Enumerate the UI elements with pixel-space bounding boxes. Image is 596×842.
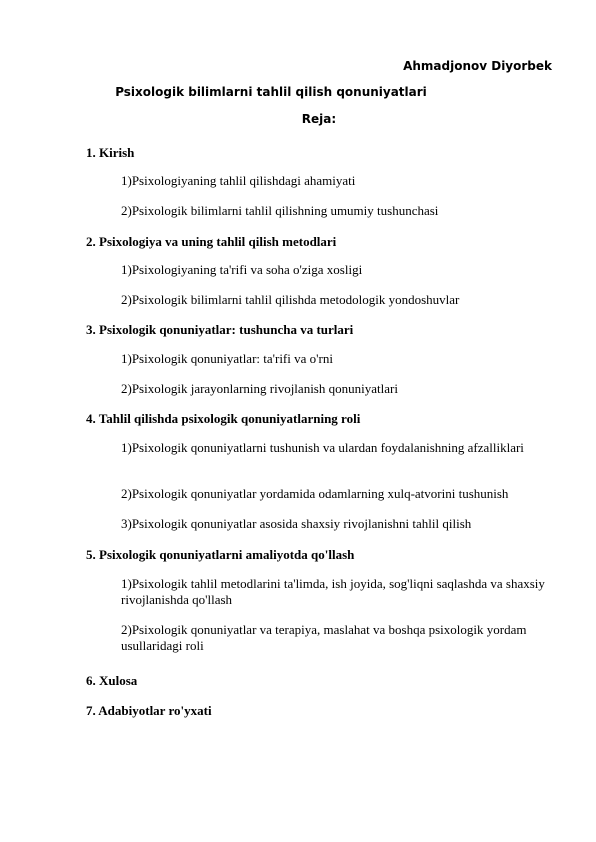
section-4-item-3: 3)Psixologik qonuniyatlar asosida shaxsiy rivojlanishni tahlil qilish: [121, 516, 472, 531]
section-5-item-2: 2)Psixologik qonuniyatlar va terapiya, maslahat va boshqa psixologik yordam usullaridagi roli: [121, 622, 527, 653]
section-heading-5: 5. Psixologik qonuniyatlarni amaliyotda qo'llash: [86, 547, 355, 562]
plan-label-text: Reja:: [301, 112, 337, 126]
section-1-item-1: 1)Psixologiyaning tahlil qilishdagi ahamiyati: [121, 173, 356, 188]
author-name: Ahmadjonov Diyorbek: [403, 59, 552, 73]
section-heading-3: 3. Psixologik qonuniyatlar: tushuncha va turlari: [86, 322, 354, 337]
section-heading-1: 1. Kirish: [86, 145, 135, 160]
section-4-item-2: 2)Psixologik qonuniyatlar yordamida odamlarning xulq-atvorini tushunish: [121, 486, 509, 501]
section-heading-4: 4. Tahlil qilishda psixologik qonuniyatlarning roli: [86, 411, 361, 426]
document-title-text: Psixologik bilimlarni tahlil qilish qonuniyatlari: [115, 85, 427, 99]
section-2-item-2: 2)Psixologik bilimlarni tahlil qilishda metodologik yondoshuvlar: [121, 292, 460, 307]
section-3-item-1: 1)Psixologik qonuniyatlar: ta'rifi va o'rni: [121, 351, 333, 366]
plan-label: [0, 111, 596, 127]
section-1-item-2: 2)Psixologik bilimlarni tahlil qilishning umumiy tushunchasi: [121, 203, 439, 218]
section-heading-7: 7. Adabiyotlar ro'yxati: [86, 703, 212, 718]
document-title: [0, 84, 596, 100]
section-2-item-1: 1)Psixologiyaning ta'rifi va soha o'ziga xosligi: [121, 262, 363, 277]
section-5-item-1: 1)Psixologik tahlil metodlarini ta'limda, ish joyida, sog'liqni saqlashda va shaxsiy rivojlanishda qo'llash: [121, 576, 545, 607]
section-4-item-1: 1)Psixologik qonuniyatlarni tushunish va ulardan foydalanishning afzalliklari: [121, 440, 524, 455]
section-heading-2: 2. Psixologiya va uning tahlil qilish metodlari: [86, 234, 337, 249]
section-3-item-2: 2)Psixologik jarayonlarning rivojlanish qonuniyatlari: [121, 381, 398, 396]
section-heading-6: 6. Xulosa: [86, 673, 138, 688]
